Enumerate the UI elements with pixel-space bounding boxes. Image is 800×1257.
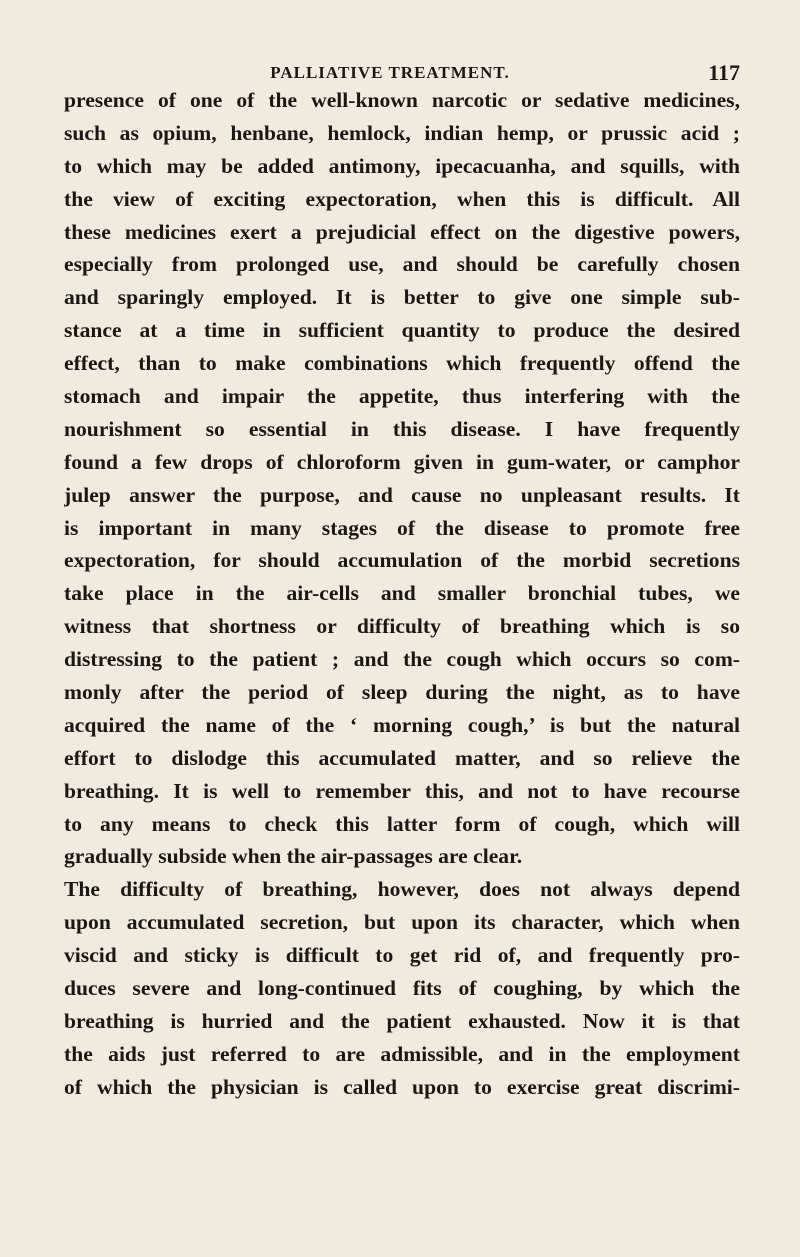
text-line: witness that shortness or difficulty of breathing which is so <box>64 614 740 639</box>
text-line: is important in many stages of the disease to promote free <box>64 515 740 540</box>
text-line: such as opium, henbane, hemlock, indian hemp, or prussic acid ; <box>64 120 740 145</box>
text-line: julep answer the purpose, and cause no unpleasant results. It <box>64 482 740 507</box>
text-line: especially from prolonged use, and should be carefully chosen <box>64 252 740 277</box>
text-line: the view of exciting expectoration, when this is difficult. All <box>64 186 740 211</box>
body-text <box>64 84 740 1104</box>
text-line: stomach and impair the appetite, thus interfering with the <box>64 384 740 409</box>
text-line: stance at a time in sufficient quantity to produce the desired <box>64 318 740 343</box>
running-title: PALLIATIVE TREATMENT. <box>270 63 510 82</box>
text-line: duces severe and long-continued fits of coughing, by which the <box>64 976 740 1001</box>
text-line: presence of one of the well-known narcotic or sedative medicines, <box>64 88 740 112</box>
text-line: upon accumulated secretion, but upon its character, which when <box>64 910 740 935</box>
text-line: gradually subside when the air-passages are clear. <box>64 844 523 869</box>
text-line: and sparingly employed. It is better to give one simple sub- <box>64 285 740 310</box>
text-line: take place in the air-cells and smaller bronchial tubes, we <box>64 581 740 606</box>
text-line: viscid and sticky is difficult to get rid of, and frequently pro- <box>64 943 740 968</box>
text-line: monly after the period of sleep during the night, as to have <box>64 680 740 705</box>
text-line: breathing. It is well to remember this, and not to have recourse <box>64 778 740 803</box>
text-line: found a few drops of chloroform given in gum-water, or camphor <box>64 449 740 474</box>
text-line: nourishment so essential in this disease. I have frequently <box>64 416 740 441</box>
text-line: these medicines exert a prejudicial effect on the digestive powers, <box>64 219 740 244</box>
text-line: effect, than to make combinations which frequently offend the <box>64 351 740 376</box>
text-line: effort to dislodge this accumulated matter, and so relieve the <box>64 745 740 770</box>
text-line: The difficulty of breathing, however, does not always depend <box>64 877 740 902</box>
text-line: to which may be added antimony, ipecacuanha, and squills, with <box>64 153 740 178</box>
text-line: the aids just referred to are admissible, and in the employment <box>64 1041 740 1066</box>
text-line: breathing is hurried and the patient exhausted. Now it is that <box>64 1008 740 1033</box>
text-line: of which the physician is called upon to exercise great discrimi- <box>64 1074 740 1099</box>
text-line: distressing to the patient ; and the cough which occurs so com- <box>64 647 740 672</box>
page-number: 117 <box>708 60 740 85</box>
text-line: to any means to check this latter form of cough, which will <box>64 811 740 836</box>
text-line: acquired the name of the ‘ morning cough,’ is but the natural <box>64 712 740 737</box>
text-line: expectoration, for should accumulation of the morbid secretions <box>64 548 740 573</box>
